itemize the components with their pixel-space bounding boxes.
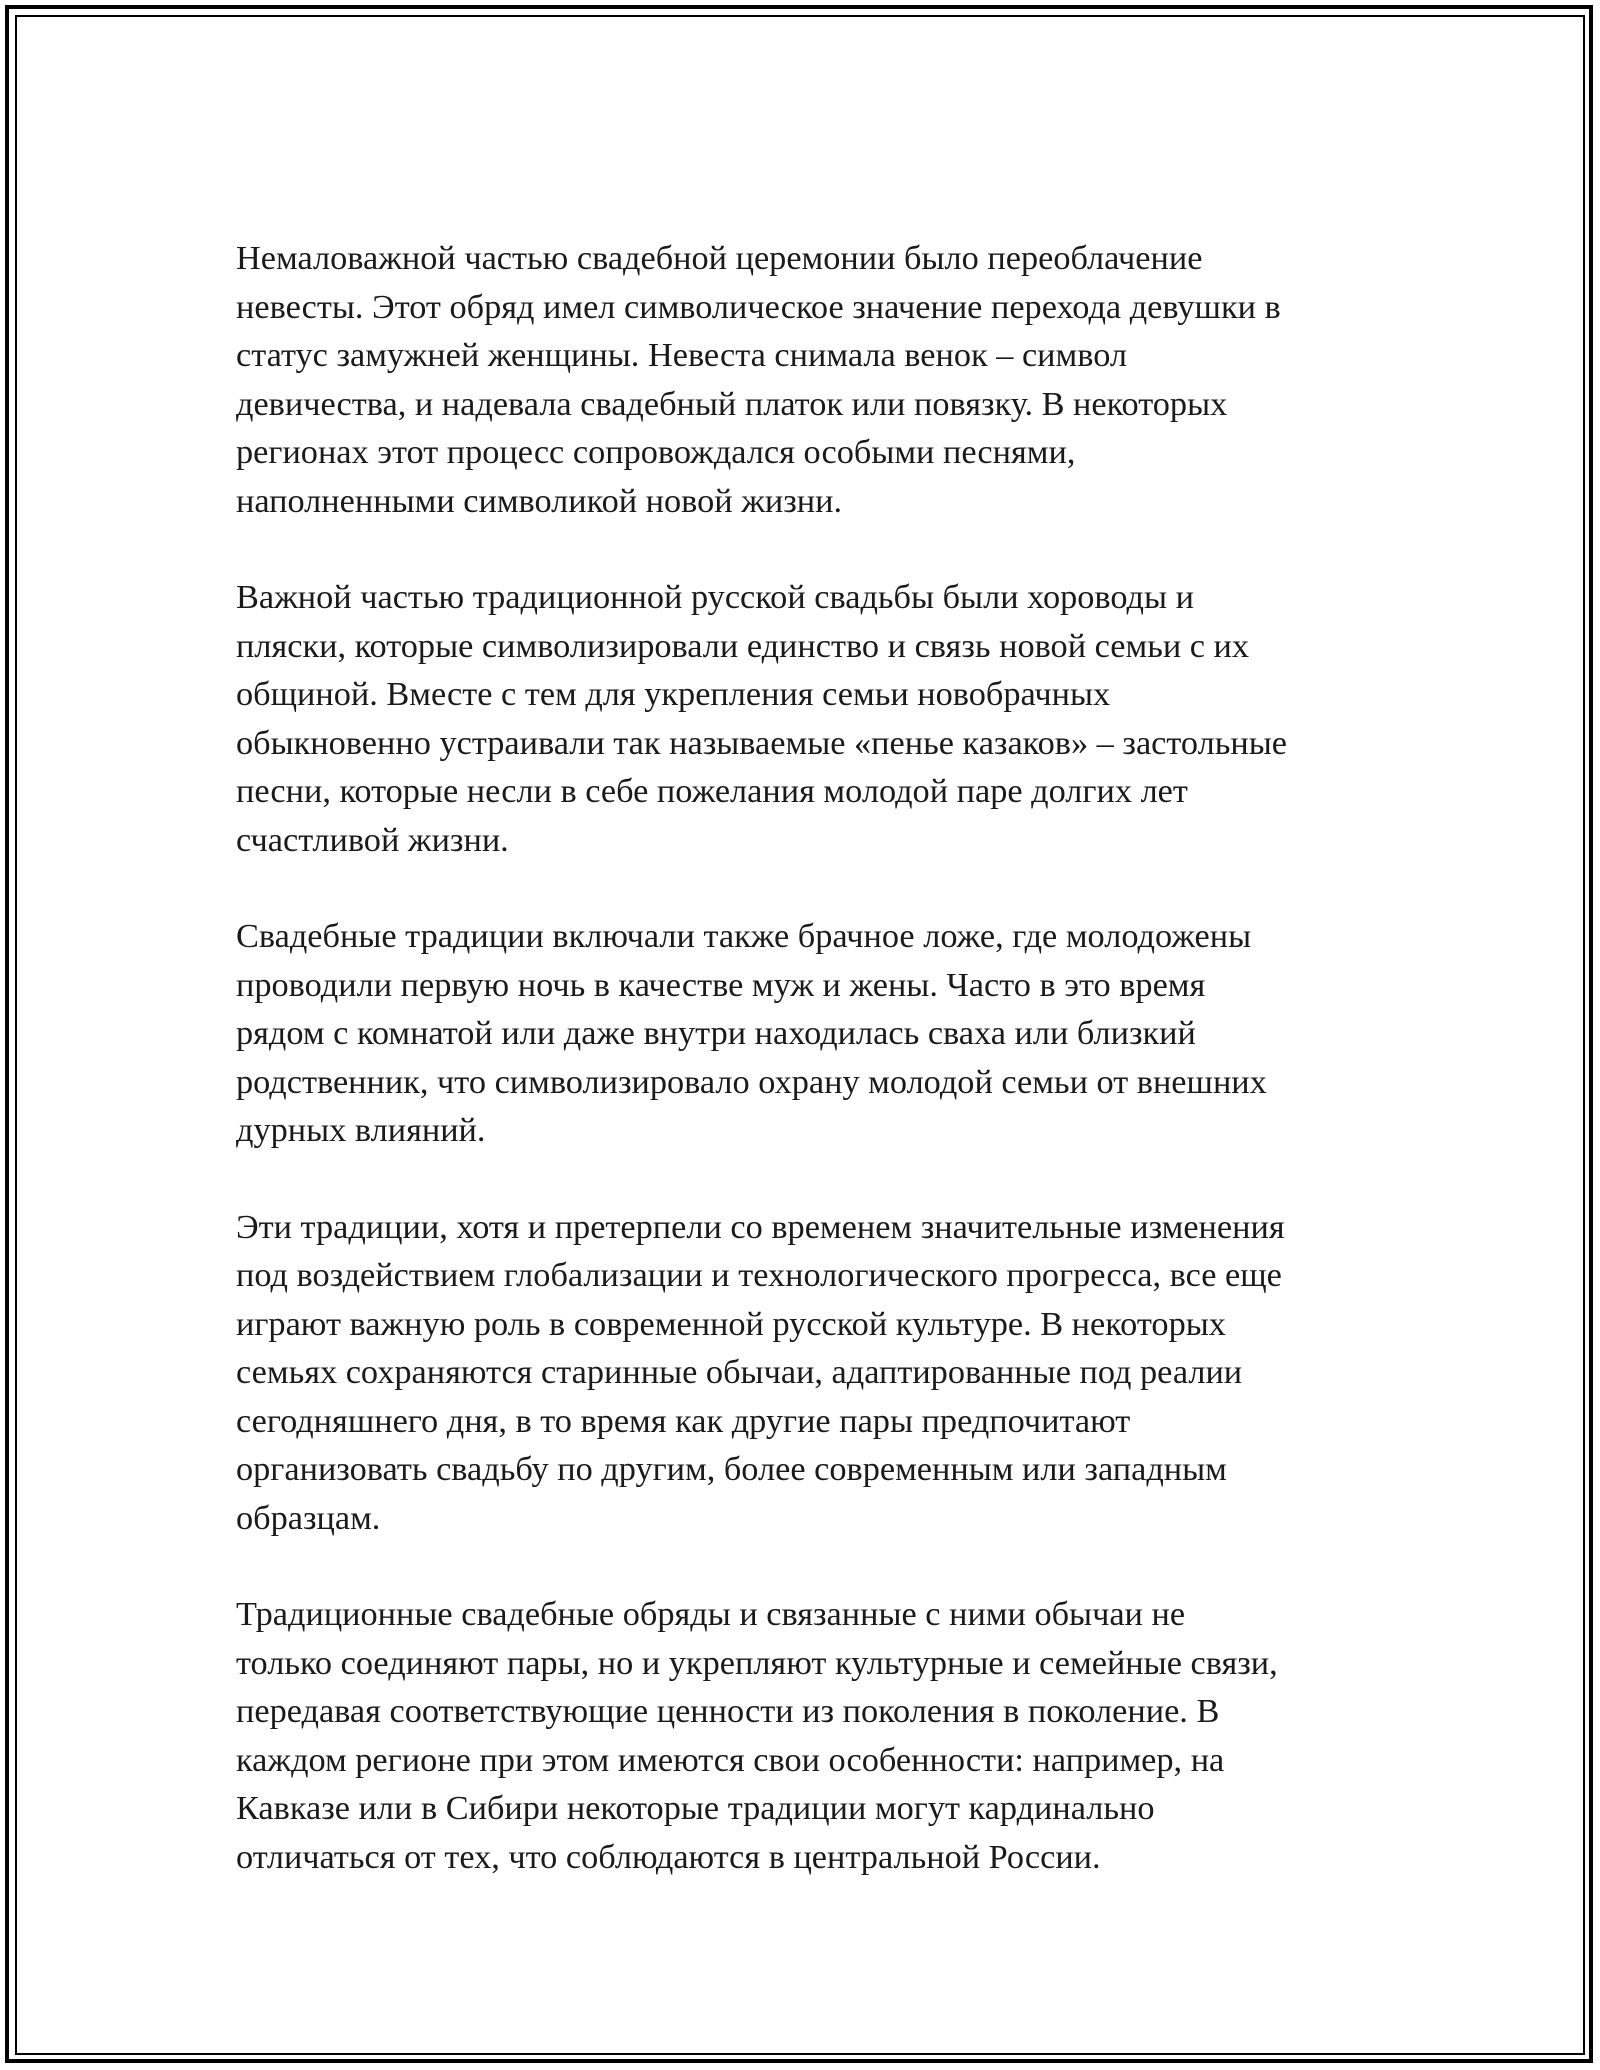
text-line: песни, которые несли в себе пожелания молодой паре долгих лет bbox=[236, 772, 1188, 810]
text-line: пляски, которые символизировали единство и связь новой семьи с их bbox=[236, 626, 1250, 665]
paragraph-round-dances bbox=[236, 573, 1366, 864]
paragraph-bride-reclothing bbox=[236, 234, 1366, 525]
text-line: сегодняшнего дня, в то время как другие пары предпочитают bbox=[236, 1401, 1131, 1440]
text-line: регионах этот процесс сопровождался особыми песнями, bbox=[236, 433, 1076, 471]
text-line: играют важную роль в современной русской культуре. В некоторых bbox=[236, 1304, 1226, 1343]
text-line: обыкновенно устраивали так называемые «пенье казаков» – застольные bbox=[236, 723, 1287, 762]
text-line: семьях сохраняются старинные обычаи, адаптированные под реалии bbox=[236, 1353, 1243, 1391]
text-line: Традиционные свадебные обряды и связанные с ними обычаи не bbox=[236, 1595, 1186, 1633]
text-line: под воздействием глобализации и технологического прогресса, все еще bbox=[236, 1256, 1282, 1294]
text-line: счастливой жизни. bbox=[236, 820, 509, 859]
paragraph-modern-changes bbox=[236, 1203, 1366, 1543]
text-line: образцам. bbox=[236, 1498, 381, 1537]
text-line: отличаться от тех, что соблюдаются в центральной России. bbox=[236, 1837, 1101, 1876]
document-body bbox=[236, 234, 1366, 1881]
text-line: проводили первую ночь в качестве муж и жены. Часто в это время bbox=[236, 965, 1206, 1004]
text-line: Важной частью традиционной русской свадьбы были хороводы и bbox=[236, 578, 1194, 616]
text-line: статус замужней женщины. Невеста снимала венок – символ bbox=[236, 336, 1127, 374]
paragraph-marriage-bed bbox=[236, 912, 1366, 1155]
text-line: невесты. Этот обряд имел символическое значение перехода девушки в bbox=[236, 287, 1281, 326]
text-line: организовать свадьбу по другим, более современным или западным bbox=[236, 1450, 1227, 1488]
text-line: передавая соответствующие ценности из поколения в поколение. В bbox=[236, 1692, 1220, 1730]
text-line: каждом регионе при этом имеются свои особенности: например, на bbox=[236, 1740, 1225, 1779]
text-line: Кавказе или в Сибири некоторые традиции могут кардинально bbox=[236, 1789, 1155, 1827]
text-line: девичества, и надевала свадебный платок или повязку. В некоторых bbox=[236, 384, 1228, 423]
text-line: наполненными символикой новой жизни. bbox=[236, 481, 843, 520]
text-line: общиной. Вместе с тем для укрепления семьи новобрачных bbox=[236, 675, 1111, 713]
text-line: только соединяют пары, но и укрепляют культурные и семейные связи, bbox=[236, 1643, 1278, 1682]
text-line: рядом с комнатой или даже внутри находилась сваха или близкий bbox=[236, 1014, 1196, 1052]
text-line: Эти традиции, хотя и претерпели со временем значительные изменения bbox=[236, 1207, 1285, 1246]
text-line: дурных влияний. bbox=[236, 1111, 486, 1149]
paragraph-regional-features bbox=[236, 1590, 1366, 1881]
text-line: Немаловажной частью свадебной церемонии было переоблачение bbox=[236, 239, 1203, 277]
text-line: Свадебные традиции включали также брачное ложе, где молодожены bbox=[236, 917, 1252, 955]
text-line: родственник, что символизировало охрану молодой семьи от внешних bbox=[236, 1062, 1267, 1101]
